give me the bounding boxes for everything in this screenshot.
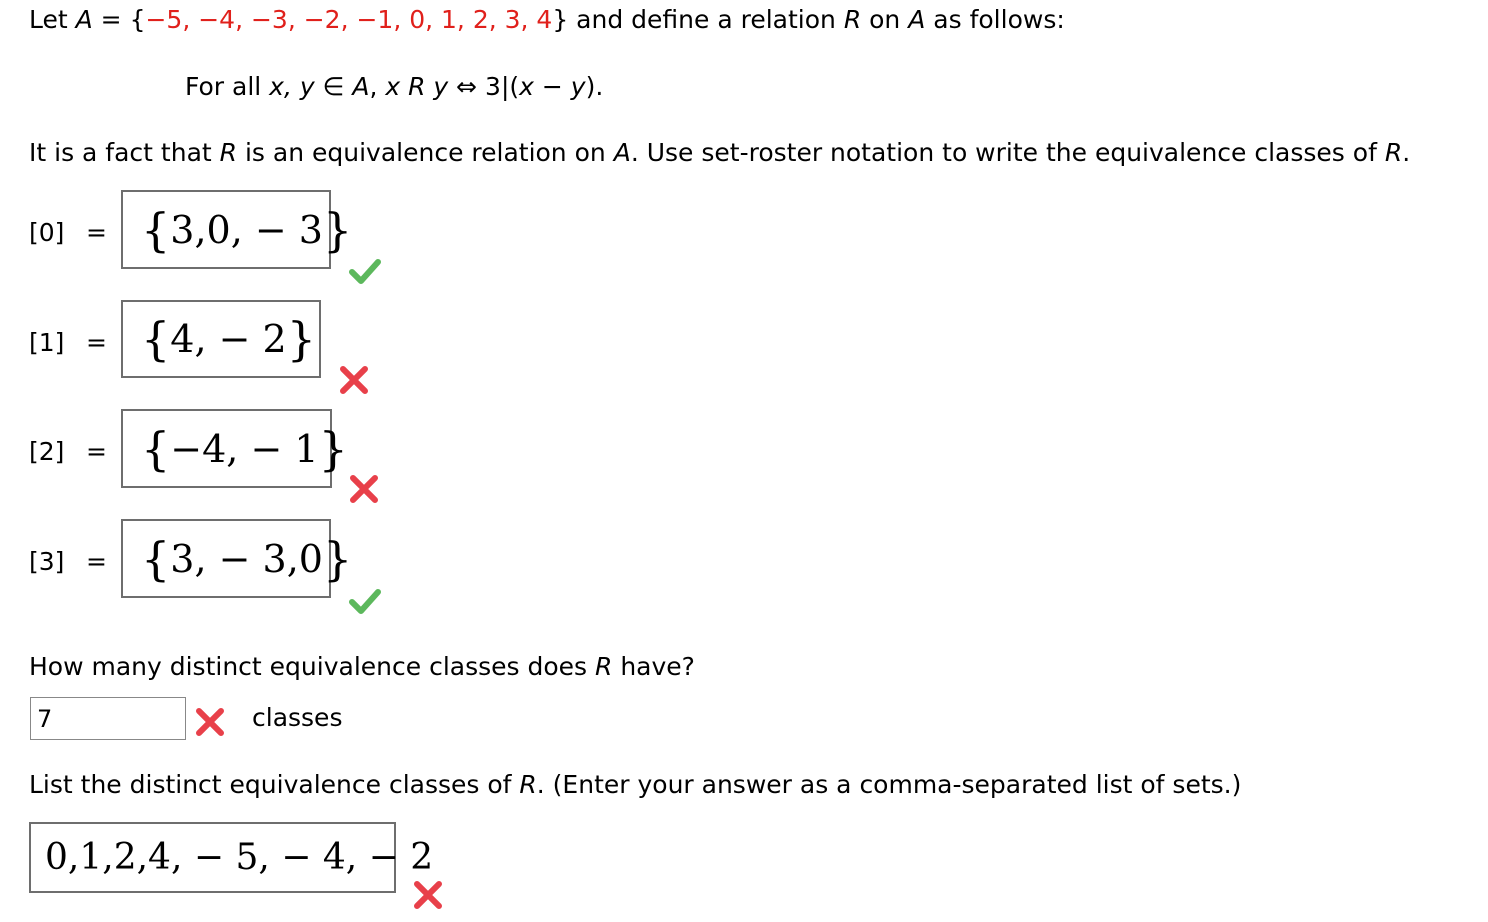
text-eq-open: = { bbox=[92, 5, 146, 34]
text-count-pre: How many distinct equivalence classes does bbox=[29, 652, 596, 681]
class-1-value: 4, − 2 bbox=[170, 317, 287, 361]
text-define: } and define a relation bbox=[552, 5, 844, 34]
var-x-minus-y: x − y bbox=[519, 72, 586, 101]
text-iff: ⇔ 3|( bbox=[448, 72, 520, 101]
class-2-input[interactable] bbox=[121, 409, 348, 488]
var-xry: x R y bbox=[385, 72, 449, 101]
text-comma: , bbox=[369, 72, 386, 101]
class-1-label: [1] bbox=[29, 328, 65, 357]
correct-check-icon bbox=[348, 584, 382, 618]
open-brace: { bbox=[141, 202, 171, 257]
class-3-label: [3] bbox=[29, 547, 65, 576]
close-brace: } bbox=[322, 202, 353, 257]
list-answer-value: 0,1,2,4, − 5, − 4, − 2 bbox=[45, 837, 434, 878]
set-elements: −5, −4, −3, −2, −1, 0, 1, 2, 3, 4 bbox=[145, 5, 553, 34]
count-answer-input[interactable] bbox=[30, 697, 186, 740]
text-list-post: . (Enter your answer as a comma-separated list of sets.) bbox=[536, 770, 1242, 799]
var-r5: R bbox=[519, 770, 537, 799]
var-xy: x, y bbox=[269, 72, 315, 101]
var-a4: A bbox=[613, 138, 631, 167]
var-r4: R bbox=[595, 652, 613, 681]
incorrect-x-icon bbox=[347, 472, 381, 506]
var-a3: A bbox=[352, 72, 370, 101]
text-fact-end: . bbox=[1402, 138, 1411, 167]
text-for-all: For all bbox=[185, 72, 270, 101]
open-brace: { bbox=[141, 421, 171, 476]
close-brace: } bbox=[286, 312, 316, 366]
fact-statement bbox=[29, 138, 1410, 168]
text-let: Let bbox=[29, 5, 76, 34]
var-a: A bbox=[75, 5, 93, 34]
text-fact-mid: is an equivalence relation on bbox=[237, 138, 614, 167]
incorrect-x-icon bbox=[193, 705, 227, 739]
count-unit-label: classes bbox=[252, 703, 343, 732]
var-r: R bbox=[843, 5, 862, 34]
var-a2: A bbox=[908, 5, 926, 34]
class-2-equals: = bbox=[86, 437, 107, 466]
class-0-label: [0] bbox=[29, 218, 65, 247]
var-r2: R bbox=[219, 138, 238, 167]
list-question bbox=[29, 770, 1241, 800]
class-0-equals: = bbox=[86, 218, 107, 247]
text-fact-pre: It is a fact that bbox=[29, 138, 220, 167]
incorrect-x-icon bbox=[337, 363, 371, 397]
class-2-value: −4, − 1 bbox=[170, 426, 319, 471]
class-1-input[interactable] bbox=[121, 300, 321, 378]
close-brace: } bbox=[322, 531, 353, 586]
incorrect-x-icon bbox=[411, 878, 445, 912]
class-3-input[interactable] bbox=[121, 519, 353, 598]
class-3-equals: = bbox=[86, 547, 107, 576]
count-question bbox=[29, 652, 695, 682]
text-fact-post: . Use set-roster notation to write the equivalence classes of bbox=[630, 138, 1385, 167]
class-1-equals: = bbox=[86, 328, 107, 357]
relation-rule bbox=[185, 72, 603, 102]
text-in: ∈ bbox=[314, 72, 353, 101]
correct-check-icon bbox=[348, 254, 382, 288]
open-brace: { bbox=[141, 531, 171, 586]
class-0-input[interactable] bbox=[121, 190, 353, 269]
text-rule-end: ). bbox=[585, 72, 604, 101]
text-on: on bbox=[861, 5, 909, 34]
open-brace: { bbox=[141, 312, 171, 366]
problem-statement bbox=[29, 5, 1065, 35]
text-list-pre: List the distinct equivalence classes of bbox=[29, 770, 520, 799]
close-brace: } bbox=[318, 421, 348, 476]
class-3-value: 3, − 3,0 bbox=[170, 536, 323, 581]
class-0-value: 3,0, − 3 bbox=[170, 207, 323, 252]
text-as-follows: as follows: bbox=[925, 5, 1065, 34]
list-answer-input[interactable] bbox=[29, 822, 434, 893]
var-r3: R bbox=[1384, 138, 1403, 167]
text-count-post: have? bbox=[612, 652, 695, 681]
class-2-label: [2] bbox=[29, 437, 65, 466]
